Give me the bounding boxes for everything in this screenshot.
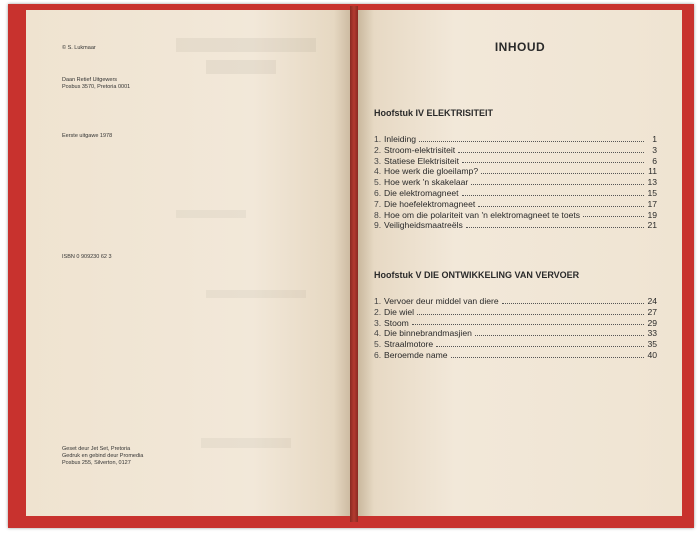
toc-entry: 1. Inleiding 1 bbox=[374, 134, 657, 144]
right-page bbox=[358, 10, 682, 516]
toc-list bbox=[374, 296, 657, 361]
show-through bbox=[176, 210, 246, 218]
toc-entry: 8. Hoe om die polariteit van 'n elektromagneet te toets 19 bbox=[374, 209, 657, 220]
toc-entry: 7. Die hoefelektromagneet 17 bbox=[374, 198, 657, 209]
edition-line: Eerste uitgawe 1978 bbox=[62, 133, 113, 139]
toc-entry: 5. Hoe werk 'n skakelaar 13 bbox=[374, 177, 657, 188]
show-through bbox=[176, 38, 316, 52]
toc-entry: 2. Die wiel 27 bbox=[374, 306, 657, 317]
printer-line: Gedruk en gebind deur Promedia bbox=[62, 453, 144, 459]
toc-entry: 6. Beroemde name 40 bbox=[374, 349, 657, 360]
chapter-heading: Hoofstuk V DIE ONTWIKKELING VAN VERVOER bbox=[374, 270, 580, 280]
isbn-line: ISBN 0 909230 62 3 bbox=[62, 254, 112, 260]
toc-entry: 5. Straalmotore 35 bbox=[374, 339, 657, 350]
toc-entry: 1. Vervoer deur middel van diere 24 bbox=[374, 296, 657, 306]
printer-line: Geset deur Jet Set, Pretoria bbox=[62, 446, 131, 452]
book-spine bbox=[350, 6, 358, 522]
toc-list bbox=[374, 134, 657, 231]
publisher-address: Posbus 3570, Pretoria 0001 bbox=[62, 84, 131, 90]
printer-address: Posbus 255, Silverton, 0127 bbox=[62, 460, 131, 466]
copyright-line: © S. Lukmaar bbox=[62, 45, 96, 51]
show-through bbox=[201, 438, 291, 448]
toc-entry: 9. Veiligheidsmaatreëls 21 bbox=[374, 220, 657, 231]
chapter-heading: Hoofstuk IV ELEKTRISITEIT bbox=[374, 108, 494, 118]
publisher-line: Daan Retief Uitgewers bbox=[62, 77, 118, 83]
show-through bbox=[206, 60, 276, 74]
toc-entry: 3. Stoom 29 bbox=[374, 317, 657, 328]
toc-title: INHOUD bbox=[494, 40, 546, 54]
toc-entry: 6. Die elektromagneet 15 bbox=[374, 187, 657, 198]
toc-entry: 3. Statiese Elektrisiteit 6 bbox=[374, 155, 657, 166]
show-through bbox=[206, 290, 306, 298]
toc-entry: 4. Die binnebrandmasjien 33 bbox=[374, 328, 657, 339]
toc-entry: 2. Stroom-elektrisiteit 3 bbox=[374, 144, 657, 155]
toc-entry: 4. Hoe werk die gloeilamp? 11 bbox=[374, 166, 657, 177]
left-page bbox=[26, 10, 350, 516]
